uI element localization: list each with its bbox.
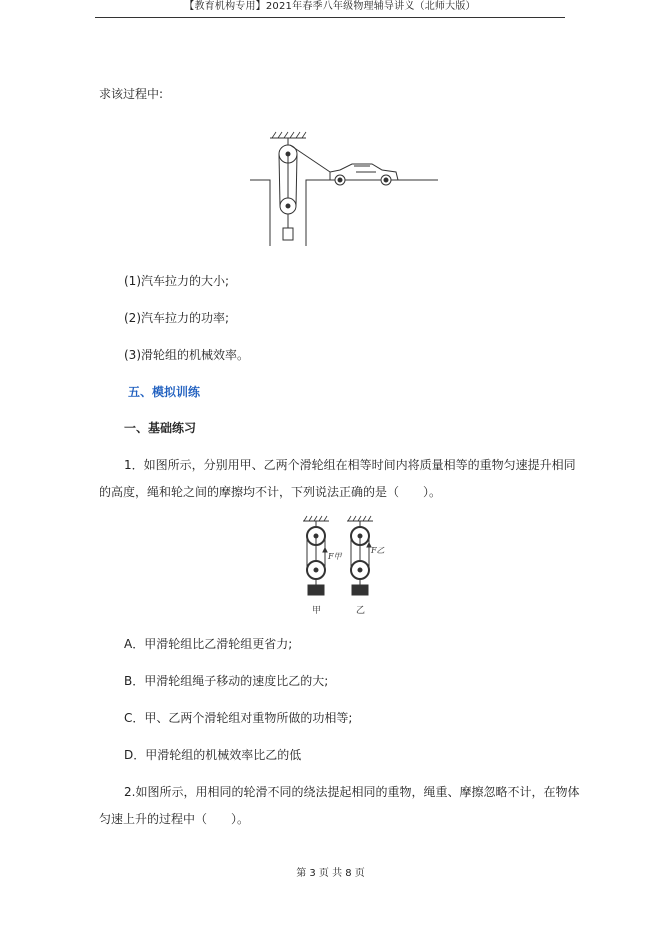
page-footer: 第 3 页 共 8 页 (296, 868, 365, 879)
option-a: A．甲滑轮组比乙滑轮组更省力; (124, 637, 293, 651)
section-title: 五、模拟训练 (128, 385, 201, 399)
question-2-line-2: 匀速上升的过程中（ ）。 (99, 812, 250, 826)
force-label-b: F乙 (371, 546, 385, 555)
question-2-line-1: 2.如图所示，用相同的轮滑不同的绕法提起相同的重物，绳重、摩擦忽略不计，在物体 (124, 785, 580, 799)
prev-question-3: (3)滑轮组的机械效率。 (124, 348, 249, 362)
car-pulley-figure (248, 128, 443, 248)
page-header: 【教育机构专用】2021年春季八年级物理辅导讲义（北师大版） (95, 0, 565, 18)
pulley-label-b: 乙 (356, 606, 366, 616)
option-b: B．甲滑轮组绳子移动的速度比乙的大; (124, 674, 329, 688)
pulley-label-a: 甲 (312, 606, 322, 616)
force-label-a: F甲 (328, 552, 342, 561)
subsection-title: 一、基础练习 (124, 421, 197, 435)
option-d: D．甲滑轮组的机械效率比乙的低 (124, 748, 302, 762)
question-1-line-1: 1．如图所示，分别用甲、乙两个滑轮组在相等时间内将质量相等的重物匀速提升相同 (124, 458, 576, 472)
pulley-comparison-figure (291, 515, 391, 619)
question-1-line-2: 的高度，绳和轮之间的摩擦均不计，下列说法正确的是（ ）。 (99, 485, 442, 499)
prev-question-1: (1)汽车拉力的大小; (124, 274, 230, 288)
option-c: C．甲、乙两个滑轮组对重物所做的功相等; (124, 711, 353, 725)
prev-question-2: (2)汽车拉力的功率; (124, 311, 230, 325)
prev-problem-intro: 求该过程中: (99, 87, 164, 101)
